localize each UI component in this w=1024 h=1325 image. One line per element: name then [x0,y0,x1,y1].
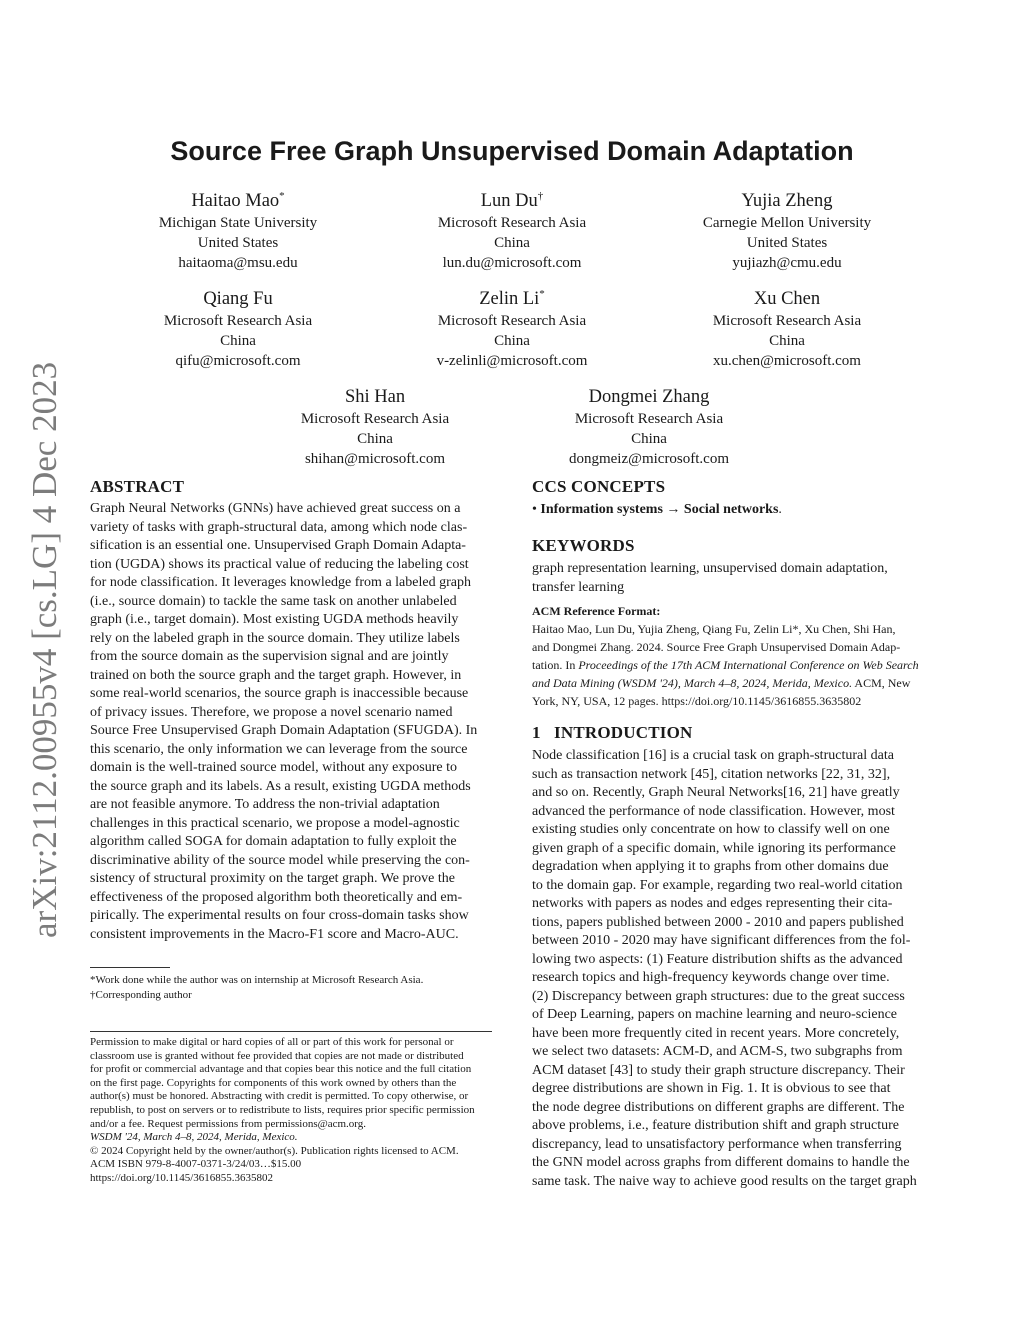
author-country: China [631,431,667,448]
author-country: China [220,333,256,350]
keywords-heading: KEYWORDS [532,536,635,555]
author-country: United States [197,235,279,252]
ccs-period: . [778,502,782,517]
author-email: qifu@microsoft.com [175,353,301,370]
author-affiliation: Microsoft Research Asia [163,313,313,330]
permission-block [90,1036,492,1186]
footnote-corresponding: †Corresponding author [90,989,192,1001]
reference-authors: Haitao Mao, Lun Du, Yujia Zheng, Qiang Fu, Zelin Li*, Xu Chen, Shi Han, and Dongmei Zhang. 2024. Source Free Graph Unsupervised Domain Adap- tation. In [532,622,901,672]
author-block [637,282,937,371]
arxiv-identifier: arXiv:2112.00955v4 [cs.LG] 4 Dec 2023 [25,361,64,939]
author-block [225,380,525,469]
author-affiliation: Microsoft Research Asia [574,411,724,428]
ccs-sub: Social networks [683,502,779,517]
author-country: China [494,333,530,350]
permission-rule [90,1031,492,1032]
ccs-concepts [532,501,934,520]
author-block [637,184,937,273]
keywords-text: graph representation learning, unsupervised domain adaptation, transfer learning [532,561,888,595]
author-name: Xu Chen [753,289,821,310]
ccs-bullet: • [532,502,537,517]
author-block [88,282,388,371]
author-mark: * [539,288,545,300]
introduction-text: Node classification [16] is a crucial task on graph-structural data such as transaction network [45], citation networks [22, 31, 32], and so on. Recently, Graph Neural Networks[16, 21] have greatly advanced the performance of node classification. However, most existing studies only concentrate on how to classify well on one given graph of a specific domain, while ignoring its performance degradation when applying it to graphs from other domains due to the domain gap. For example, regarding two real-world citation networks with papers as nodes and edges representing their cita- tions, papers published between 2000 - 2010 and papers published between 2010 - 2020 may have significant differences from the fol- lowing two aspects: (1) Feature distribution shifts as the advanced research topics and high-frequency keywords change over time. (2) Discrepancy between graph structures: due to the great success of Deep Learning, papers on machine learning and neuro-science have been more frequently cited in recent years. More concretely, we select two datasets: ACM-D, and ACM-S, two subgraphs from ACM dataset [43] to study their graph structure discrepancy. Their degree distributions are shown in Fig. 1. It is obvious to see that the node degree distributions on different graphs are different. The above problems, i.e., feature distribution shift and graph structure discrepancy, lead to unsatisfactory performance when transferring the GNN model across graphs from different domains to handle the same task. The naive way to achieve good results on the target graph [532,748,917,1189]
author-email: shihan@microsoft.com [304,451,446,468]
author-name: Lun Du [480,191,538,212]
author-block [499,380,799,469]
doi-link[interactable]: https://doi.org/10.1145/3616855.3635802 [90,1171,274,1184]
author-email: v-zelinli@microsoft.com [436,353,588,370]
author-affiliation: Michigan State University [158,215,318,232]
reference-format-label: ACM Reference Format: [532,604,661,618]
introduction-heading: 1 INTRODUCTION [532,723,693,742]
author-email: dongmeiz@microsoft.com [568,451,730,468]
author-mark: † [537,190,544,202]
author-affiliation: Microsoft Research Asia [712,313,862,330]
ccs-arrow: → [666,502,681,517]
ccs-concept: Information systems [540,502,663,517]
footnote-rule [90,967,170,968]
venue-line: WSDM '24, March 4–8, 2024, Merida, Mexico. [90,1131,298,1144]
permission-text: Permission to make digital or hard copies of all or part of this work for personal or classroom use is granted without fee provided that copies are not made or distributed for profit or commercial advantage and that copies bear this notice and the full citation on the first page. Copyrights for components of this work owned by others than the author(s) must be honored. Abstracting with credit is permitted. To copy otherwise, or republish, to post on servers or to redistribute to lists, requires prior specific permission and/or a fee. Request permissions from permissions@acm.org. [90,1036,475,1130]
author-name: Qiang Fu [203,289,273,310]
author-affiliation: Microsoft Research Asia [437,313,587,330]
author-country: United States [746,235,828,252]
author-email: haitaoma@msu.edu [178,255,298,272]
author-country: China [769,333,805,350]
author-block [362,184,662,273]
reference-proceedings: Proceedings of the 17th ACM International Conference on Web Search and Data Mining (WSDM '24), March 4–8, 2024, Merida, Mexico. [532,658,919,690]
author-affiliation: Microsoft Research Asia [437,215,587,232]
author-email: xu.chen@microsoft.com [713,353,861,370]
reference-format-text [532,620,934,710]
author-name: Zelin Li [479,289,540,310]
author-name: Haitao Mao [191,191,280,212]
footnote-work-done: *Work done while the author was on internship at Microsoft Research Asia. [90,974,424,986]
author-country: China [357,431,393,448]
author-name: Yujia Zheng [741,191,833,212]
copyright-line: © 2024 Copyright held by the owner/author(s). Publication rights licensed to ACM. [90,1144,459,1157]
author-affiliation: Microsoft Research Asia [300,411,450,428]
abstract-heading: ABSTRACT [90,477,185,496]
author-name: Dongmei Zhang [588,387,710,408]
reference-tail: ACM, New York, NY, USA, 12 pages. https://doi.org/10.1145/3616855.3635802 [532,676,911,708]
ccs-heading: CCS CONCEPTS [532,477,666,496]
author-block [362,282,662,371]
author-country: China [494,235,530,252]
author-email: lun.du@microsoft.com [442,255,582,272]
isbn-line: ACM ISBN 979-8-4007-0371-3/24/03…$15.00 [90,1158,302,1171]
author-name: Shi Han [344,387,406,408]
abstract-text: Graph Neural Networks (GNNs) have achieved great success on a variety of tasks with graph-structural data, among which node clas- sification is an essential one. Unsupervised Graph Domain Adapta- tion (UGDA) shows its practical value of reducing the labeling cost for node classification. It leverages knowledge from a labeled graph (i.e., source domain) to tackle the same task on another unlabeled graph (i.e., target domain). Most existing UGDA methods heavily rely on the labeled graph in the source domain. They utilize labels from the source domain as the supervision signal and are jointly trained on both the source graph and the target graph. However, in some real-world scenarios, the source graph is inaccessible because of privacy issues. Therefore, we propose a novel scenario named Source Free Unsupervised Graph Domain Adaptation (SFUGDA). In this scenario, the only information we can leverage from the source domain is the well-trained source model, without any exposure to the source graph and its labels. As a result, existing UGDA methods are not feasible anymore. To address the non-trivial adaptation challenges in this practical scenario, we propose a model-agnostic algorithm called SOGA for domain adaptation to fully exploit the discriminative ability of the source model while preserving the con- sistency of structural proximity on the target graph. We prove the effectiveness of the proposed algorithm both theoretically and em- pirically. The experimental results on four cross-domain tasks show consistent improvements in the Macro-F1 score and Macro-AUC. [90,501,478,942]
author-affiliation: Carnegie Mellon University [702,215,872,232]
author-block [88,184,388,273]
author-mark: * [279,190,285,202]
author-email: yujiazh@cmu.edu [732,255,842,272]
paper-title: Source Free Graph Unsupervised Domain Adaptation [170,136,854,166]
